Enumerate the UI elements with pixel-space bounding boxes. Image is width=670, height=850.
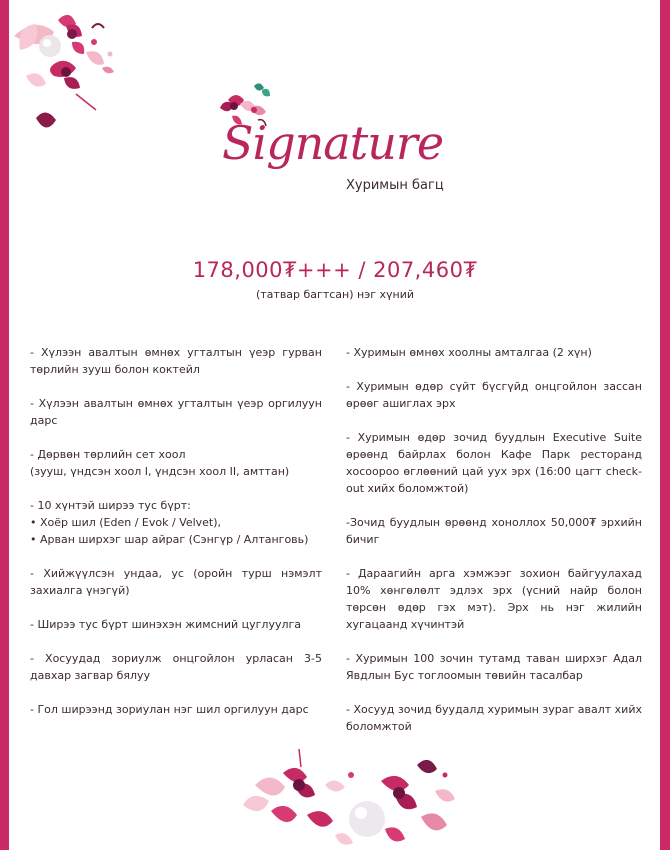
benefit-item: [346, 429, 642, 497]
benefit-item: [346, 344, 642, 361]
benefit-item: [30, 497, 322, 548]
benefit-line: - Хуримын өдөр зочид буудлын Executive Suite өрөөнд байрлах болон Кафе Парк ресторанд хосоороо өглөөний цай уух эрх (16:00 цагт check-out хийх боломжтой): [346, 431, 642, 495]
package-price: 178,000₮+++ / 207,460₮: [192, 258, 478, 282]
benefit-item: [346, 701, 642, 735]
benefit-item: [30, 701, 322, 718]
benefit-line: - Гол ширээнд зориулан нэг шил оргилуун дарс: [30, 703, 309, 716]
benefit-line: (зууш, үндсэн хоол I, үндсэн хоол II, амттан): [30, 465, 290, 478]
floral-corner-icon: [6, 6, 126, 146]
benefit-item: [346, 565, 642, 633]
price-note: (татвар багтсан) нэг хүний: [255, 288, 415, 301]
benefit-line: - 10 хүнтэй ширээ тус бүрт:: [30, 499, 191, 512]
benefit-line: -Зочид буудлын өрөөнд хоноллох 50,000₮ эрхийн бичиг: [346, 516, 642, 546]
benefit-line: - Хийжүүлсэн ундаа, ус (оройн турш нэмэлт захиалга үнэгүй): [30, 567, 322, 597]
benefit-line: - Хосуудад зориулж онцгойлон урласан 3-5 давхар загвар бялуу: [30, 652, 322, 682]
benefit-line: • Хоёр шил (Eden / Evok / Velvet),: [30, 516, 222, 529]
benefit-line: • Арван ширхэг шар айраг (Сэнгүр / Алтанговь): [30, 533, 309, 546]
right-benefits-column: [346, 344, 642, 752]
benefit-item: [30, 616, 322, 633]
benefit-item: [30, 650, 322, 684]
benefit-item: [346, 378, 642, 412]
benefit-line: - Дөрвөн төрлийн сет хоол: [30, 448, 186, 461]
logo-script-title: Signature: [222, 116, 444, 170]
signature-logo: [210, 80, 450, 200]
benefit-line: - Хуримын 100 зочин тутамд таван ширхэг Адал Явдлын Бус тоглоомын төвийн тасалбар: [346, 652, 642, 682]
benefit-item: [346, 650, 642, 684]
benefit-item: [30, 344, 322, 378]
benefit-item: [30, 395, 322, 429]
benefit-item: [30, 446, 322, 480]
logo-subtitle: Хуримын багц: [346, 178, 444, 193]
benefit-item: [30, 565, 322, 599]
benefit-line: - Ширээ тус бүрт шинэхэн жимсний цуглуулга: [30, 618, 302, 631]
benefit-line: - Хуримын өдөр сүйт бүсгүйд онцгойлон зассан өрөөг ашиглах эрх: [346, 380, 642, 410]
benefit-line: - Хүлээн авалтын өмнөх угталтын үеэр оргилуун дарс: [30, 397, 322, 427]
benefit-line: - Хосууд зочид буудалд хуримын зураг авалт хийх боломжтой: [346, 703, 642, 733]
benefit-item: [346, 514, 642, 548]
benefit-line: - Хүлээн авалтын өмнөх угталтын үеэр гурван төрлийн зууш болон коктейл: [30, 346, 322, 376]
floral-bottom-icon: [235, 745, 470, 850]
left-benefits-column: [30, 344, 322, 735]
benefit-line: - Дараагийн арга хэмжээг зохион байгуулахад 10% хөнгөлөлт эдлэх эрх (үсний найр болон төрсөн өдөр гэх мэт). Эрх нь нэг жилийн хугацаанд хүчинтэй: [346, 567, 642, 631]
benefit-line: - Хуримын өмнөх хоолны амталгаа (2 хүн): [346, 346, 592, 359]
right-frame-border: [660, 0, 670, 850]
